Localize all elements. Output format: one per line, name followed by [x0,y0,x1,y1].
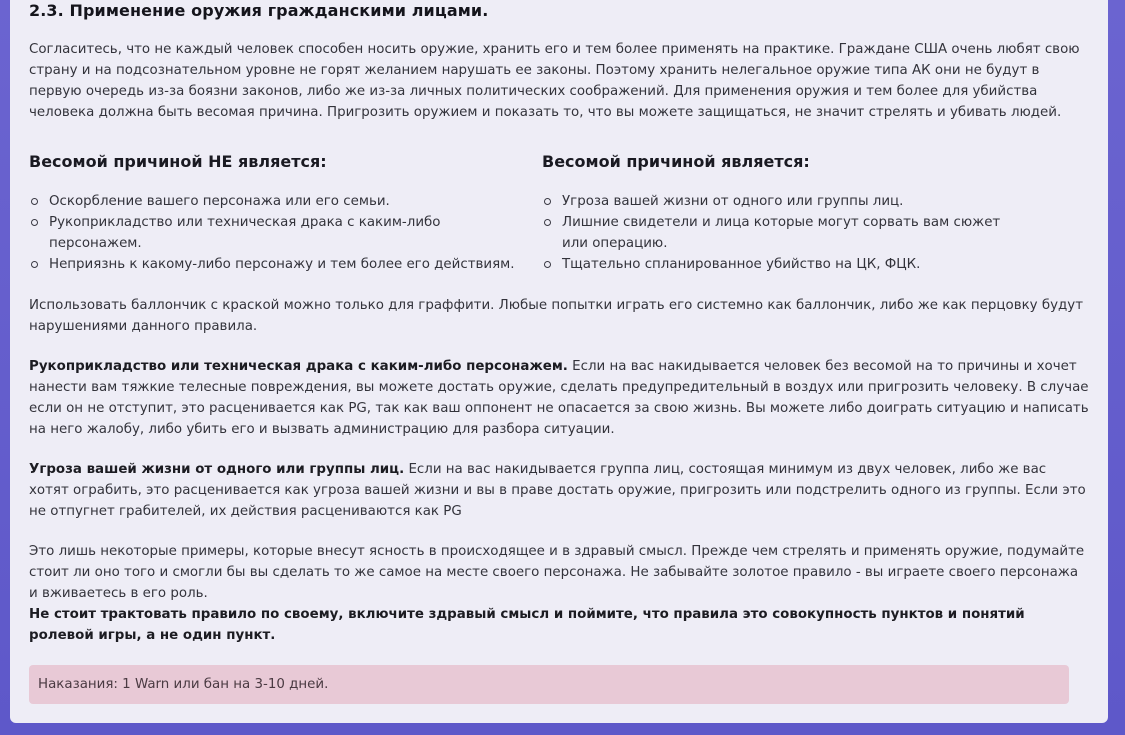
bullet-icon [31,219,38,226]
not-valid-list [29,191,529,275]
conclusion-paragraph [29,541,1089,646]
valid-list [542,191,1022,275]
threat-text: Если на вас накидывается группа лиц, состоящая минимум из двух человек, либо же вас хотят ограбить, это расценивается как угроза вашей жизни и вы в праве достать оружие, пригрозить или подстрелить одного из группы. Если это не отпугнет грабителей, их действия расцениваются как PG [29,462,1086,519]
list-item: Лишние свидетели и лица которые могут сорвать вам сюжет или операцию. [542,212,1022,254]
fight-lead: Рукоприкладство или техническая драка с каким-либо персонажем. [29,359,568,374]
list-item: Угроза вашей жизни от одного или группы лиц. [542,191,1022,212]
bullet-icon [544,219,551,226]
penalty-alert: Наказания: 1 Warn или бан на 3-10 дней. [29,665,1069,704]
list-item: Рукоприкладство или техническая драка с каким-либо персонажем. [29,212,529,254]
threat-lead: Угроза вашей жизни от одного или группы лиц. [29,462,405,477]
conclusion-bold: Не стоит трактовать правило по своему, включите здравый смысл и поймите, что правила это совокупность пунктов и понятий ролевой игры, а не один пункт. [29,607,1025,643]
bullet-icon [31,198,38,205]
valid-title: Весомой причиной является: [542,152,810,171]
bullet-icon [544,198,551,205]
fight-text: Если на вас накидывается человек без весомой на то причины и хочет нанести вам тяжкие телесные повреждения, вы можете достать оружие, сделать предупредительный в воздух или пригрозить человеку. В случае если он не отступит, это расценивается как PG, так как ваш оппонент не опасается за свою жизнь. Вы можете либо доиграть ситуацию и написать на него жалобу, либо убить его и вызвать администрацию для разбора ситуации. [29,359,1089,437]
threat-paragraph [29,459,1089,522]
section-title: 2.3. Применение оружия гражданскими лицами. [29,1,489,20]
spray-paragraph: Использовать баллончик с краской можно только для граффити. Любые попытки играть его системно как баллончик, либо же как перцовку будут нарушениями данного правила. [29,298,1084,334]
list-item: Тщательно спланированное убийство на ЦК, ФЦК. [542,254,1022,275]
list-item: Неприязнь к какому-либо персонажу и тем более его действиям. [29,254,529,275]
intro-paragraph: Согласитесь, что не каждый человек способен носить оружие, хранить его и тем более применять на практике. Граждане США очень любят свою страну и на подсознательном уровне не горят желанием нарушать ее законы. Поэтому хранить нелегальное оружие типа АК они не будут в первую очередь из-за боязни законов, либо же из-за личных политических соображений. Для применения оружия и тем более для убийства человека должна быть весомая причина. Пригрозить оружием и показать то, что вы можете защищаться, не значит стрелять и убивать людей. [29,42,1080,120]
bullet-icon [544,261,551,268]
bullet-icon [31,261,38,268]
conclusion-text: Это лишь некоторые примеры, которые внесут ясность в происходящее и в здравый смысл. Прежде чем стрелять и применять оружие, подумайте стоит ли оно того и смогли бы вы сделать то же самое на месте своего персонажа. Не забывайте золотое правило - вы играете своего персонажа и вживаетесь в его роль. [29,544,1085,601]
rules-card [10,0,1108,723]
not-valid-title: Весомой причиной НЕ является: [29,152,327,171]
fight-paragraph [29,356,1089,440]
list-item: Оскорбление вашего персонажа или его семьи. [29,191,529,212]
